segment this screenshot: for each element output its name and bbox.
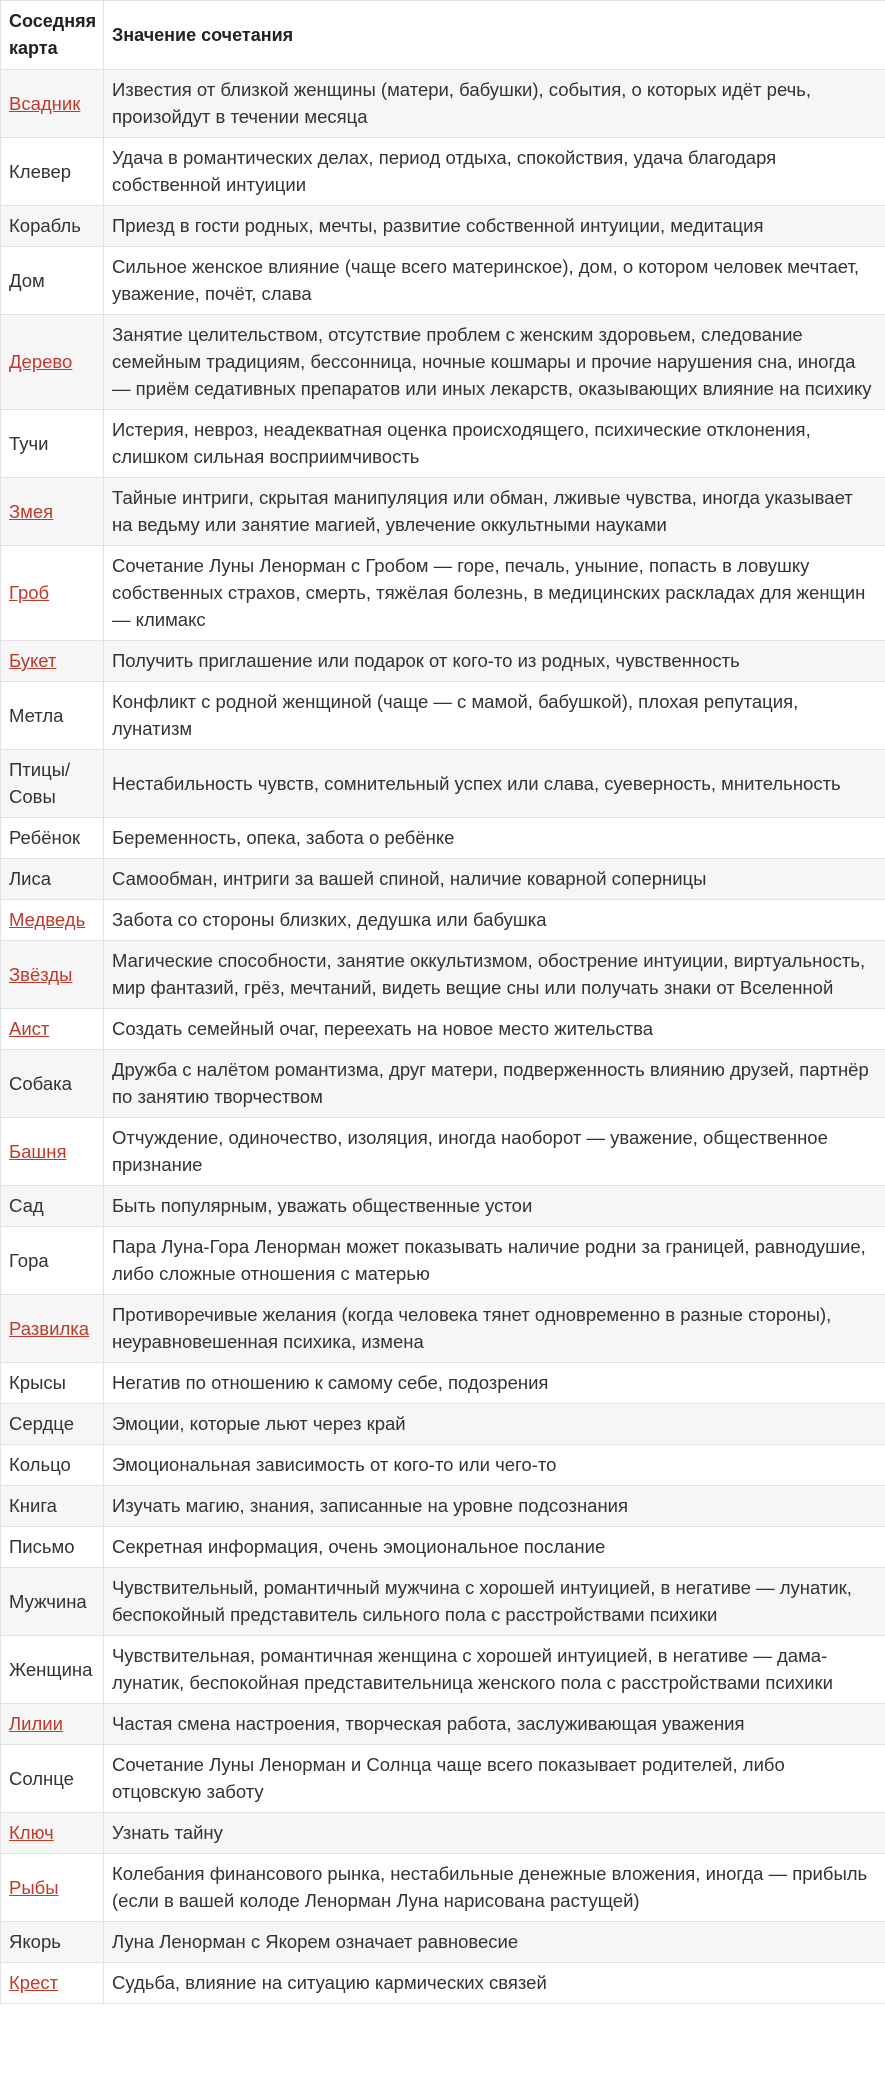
card-link[interactable]: Змея <box>9 500 54 522</box>
card-link[interactable]: Звёзды <box>9 963 73 985</box>
meaning-cell: Быть популярным, уважать общественные устои <box>104 1186 885 1227</box>
table-row <box>1 1854 885 1922</box>
card-cell <box>1 546 104 641</box>
meaning-cell: Известия от близкой женщины (матери, бабушки), события, о которых идёт речь, произойдут в течении месяца <box>104 70 885 138</box>
meaning-cell: Узнать тайну <box>104 1813 885 1854</box>
card-name: Корабль <box>9 215 81 236</box>
table-row <box>1 247 885 315</box>
card-cell <box>1 682 104 750</box>
meaning-cell: Удача в романтических делах, период отдыха, спокойствия, удача благодаря собственной интуиции <box>104 138 885 206</box>
card-link[interactable]: Рыбы <box>9 1876 59 1898</box>
meaning-cell: Изучать магию, знания, записанные на уровне подсознания <box>104 1486 885 1527</box>
card-name: Дом <box>9 269 45 291</box>
table-row <box>1 750 885 818</box>
header-meaning: Значение сочетания <box>104 1 885 70</box>
card-name: Сердце <box>9 1413 74 1434</box>
meaning-cell: Сочетание Луны Ленорман и Солнца чаще всего показывает родителей, либо отцовскую заботу <box>104 1745 885 1813</box>
card-link[interactable]: Башня <box>9 1140 67 1162</box>
card-cell <box>1 1568 104 1636</box>
table-row <box>1 818 885 859</box>
card-link[interactable]: Развилка <box>9 1317 90 1339</box>
meaning-cell: Самообман, интриги за вашей спиной, наличие коварной соперницы <box>104 859 885 900</box>
card-cell <box>1 1404 104 1445</box>
table-row <box>1 1527 885 1568</box>
card-link[interactable]: Дерево <box>9 351 73 372</box>
card-cell <box>1 206 104 247</box>
table-body <box>1 70 885 2004</box>
card-name: Якорь <box>9 1931 61 1952</box>
card-cell <box>1 941 104 1009</box>
card-link[interactable]: Аист <box>9 1018 50 1039</box>
meaning-cell: Чувствительный, романтичный мужчина с хорошей интуицией, в негативе — лунатик, беспокойный представитель сильного пола с расстройствами психики <box>104 1568 885 1636</box>
card-name: Клевер <box>9 160 72 182</box>
card-name: Гора <box>9 1249 49 1271</box>
table-header-row <box>1 1 885 70</box>
card-cell <box>1 1813 104 1854</box>
meaning-cell: Магические способности, занятие оккультизмом, обострение интуиции, виртуальность, мир фантазий, грёз, мечтаний, видеть вещие сны или получать знаки от Вселенной <box>104 941 885 1009</box>
card-link[interactable]: Крест <box>9 1972 59 1993</box>
card-cell <box>1 1118 104 1186</box>
meaning-cell: Занятие целительством, отсутствие проблем с женским здоровьем, следование семейным традициям, бессонница, ночные кошмары и прочие нарушения сна, иногда — приём седативных препаратов или иных лекарств, оказывающих влияние на психику <box>104 315 885 410</box>
card-name: Собака <box>9 1072 72 1094</box>
card-cell <box>1 138 104 206</box>
card-name: Женщина <box>9 1658 93 1680</box>
card-name: Книга <box>9 1495 57 1516</box>
card-name: Лиса <box>9 868 52 889</box>
meaning-cell: Создать семейный очаг, переехать на новое место жительства <box>104 1009 885 1050</box>
table-row <box>1 1568 885 1636</box>
meaning-cell: Приезд в гости родных, мечты, развитие собственной интуиции, медитация <box>104 206 885 247</box>
card-link[interactable]: Лилии <box>9 1713 63 1734</box>
table-row <box>1 1227 885 1295</box>
meaning-cell: Судьба, влияние на ситуацию кармических связей <box>104 1963 885 2004</box>
card-cell <box>1 1486 104 1527</box>
meaning-cell: Частая смена настроения, творческая работа, заслуживающая уважения <box>104 1704 885 1745</box>
card-cell <box>1 859 104 900</box>
card-name: Крысы <box>9 1372 66 1393</box>
meaning-cell: Чувствительная, романтичная женщина с хорошей интуицией, в негативе — дама-лунатик, беспокойная представительница женского пола с расстройствами психики <box>104 1636 885 1704</box>
card-name: Письмо <box>9 1536 75 1557</box>
card-cell <box>1 1295 104 1363</box>
card-cell <box>1 1445 104 1486</box>
table-row <box>1 1050 885 1118</box>
meaning-cell: Луна Ленорман с Якорем означает равновесие <box>104 1922 885 1963</box>
meaning-cell: Негатив по отношению к самому себе, подозрения <box>104 1363 885 1404</box>
table-row <box>1 1486 885 1527</box>
meaning-cell: Противоречивые желания (когда человека тянет одновременно в разные стороны), неуравновешенная психика, измена <box>104 1295 885 1363</box>
card-cell <box>1 1704 104 1745</box>
card-cell <box>1 1009 104 1050</box>
card-cell <box>1 1745 104 1813</box>
table-row <box>1 1363 885 1404</box>
card-cell <box>1 247 104 315</box>
table-row <box>1 1745 885 1813</box>
card-cell <box>1 1050 104 1118</box>
card-name: Мужчина <box>9 1590 87 1612</box>
card-cell <box>1 410 104 478</box>
card-cell <box>1 1527 104 1568</box>
card-cell <box>1 1186 104 1227</box>
table-row <box>1 70 885 138</box>
meaning-cell: Забота со стороны близких, дедушка или бабушка <box>104 900 885 941</box>
table-row <box>1 1922 885 1963</box>
meaning-cell: Истерия, невроз, неадекватная оценка происходящего, психические отклонения, слишком сильная восприимчивость <box>104 410 885 478</box>
meaning-cell: Эмоциональная зависимость от кого-то или чего-то <box>104 1445 885 1486</box>
meaning-cell: Получить приглашение или подарок от кого-то из родных, чувственность <box>104 641 885 682</box>
table-row <box>1 1445 885 1486</box>
table-row <box>1 1704 885 1745</box>
table-row <box>1 641 885 682</box>
card-link[interactable]: Букет <box>9 650 57 671</box>
card-link[interactable]: Гроб <box>9 582 50 603</box>
meaning-cell: Пара Луна-Гора Ленорман может показывать наличие родни за границей, равнодушие, либо сложные отношения с матерью <box>104 1227 885 1295</box>
meaning-cell: Нестабильность чувств, сомнительный успех или слава, суеверность, мнительность <box>104 750 885 818</box>
table-row <box>1 1404 885 1445</box>
table-row <box>1 682 885 750</box>
card-name: Сад <box>9 1195 44 1216</box>
card-cell <box>1 900 104 941</box>
card-name: Кольцо <box>9 1454 71 1475</box>
table-row <box>1 206 885 247</box>
card-cell <box>1 641 104 682</box>
meaning-cell: Дружба с налётом романтизма, друг матери, подверженность влиянию друзей, партнёр по занятию творчеством <box>104 1050 885 1118</box>
table-row <box>1 1636 885 1704</box>
card-name: Солнце <box>9 1767 74 1789</box>
table-row <box>1 315 885 410</box>
meaning-cell: Сочетание Луны Ленорман с Гробом — горе, печаль, уныние, попасть в ловушку собственных страхов, смерть, тяжёлая болезнь, в медицинских раскладах для женщин — климакс <box>104 546 885 641</box>
table-row <box>1 410 885 478</box>
meaning-cell: Беременность, опека, забота о ребёнке <box>104 818 885 859</box>
card-cell <box>1 1854 104 1922</box>
card-cell <box>1 478 104 546</box>
card-cell <box>1 1363 104 1404</box>
table-row <box>1 900 885 941</box>
meaning-cell: Секретная информация, очень эмоциональное послание <box>104 1527 885 1568</box>
card-cell <box>1 1227 104 1295</box>
meaning-cell: Отчуждение, одиночество, изоляция, иногда наоборот — уважение, общественное признание <box>104 1118 885 1186</box>
meaning-cell: Конфликт с родной женщиной (чаще — с мамой, бабушкой), плохая репутация, лунатизм <box>104 682 885 750</box>
meaning-cell: Тайные интриги, скрытая манипуляция или обман, лживые чувства, иногда указывает на ведьму или занятие магией, увлечение оккультными науками <box>104 478 885 546</box>
table-row <box>1 478 885 546</box>
meaning-cell: Сильное женское влияние (чаще всего материнское), дом, о котором человек мечтает, уважение, почёт, слава <box>104 247 885 315</box>
card-name: Ребёнок <box>9 827 81 848</box>
card-cell <box>1 70 104 138</box>
meaning-cell: Эмоции, которые льют через край <box>104 1404 885 1445</box>
table-row <box>1 1009 885 1050</box>
table-row <box>1 1813 885 1854</box>
card-link[interactable]: Медведь <box>9 909 86 930</box>
header-card: Соседняя карта <box>1 1 104 70</box>
card-name: Тучи <box>9 432 49 454</box>
card-name: Птицы/ Совы <box>9 759 71 807</box>
table-row <box>1 1118 885 1186</box>
table-row <box>1 1186 885 1227</box>
card-cell <box>1 1922 104 1963</box>
card-cell <box>1 750 104 818</box>
table-row <box>1 1963 885 2004</box>
table-row <box>1 859 885 900</box>
table-row <box>1 546 885 641</box>
card-cell <box>1 1636 104 1704</box>
card-cell <box>1 1963 104 2004</box>
meaning-cell: Колебания финансового рынка, нестабильные денежные вложения, иногда — прибыль (если в вашей колоде Ленорман Луна нарисована растущей) <box>104 1854 885 1922</box>
card-link[interactable]: Ключ <box>9 1822 54 1843</box>
card-cell <box>1 818 104 859</box>
table-row <box>1 1295 885 1363</box>
card-cell <box>1 315 104 410</box>
table-row <box>1 138 885 206</box>
card-link[interactable]: Всадник <box>9 92 81 114</box>
card-name: Метла <box>9 704 64 726</box>
table-row <box>1 941 885 1009</box>
